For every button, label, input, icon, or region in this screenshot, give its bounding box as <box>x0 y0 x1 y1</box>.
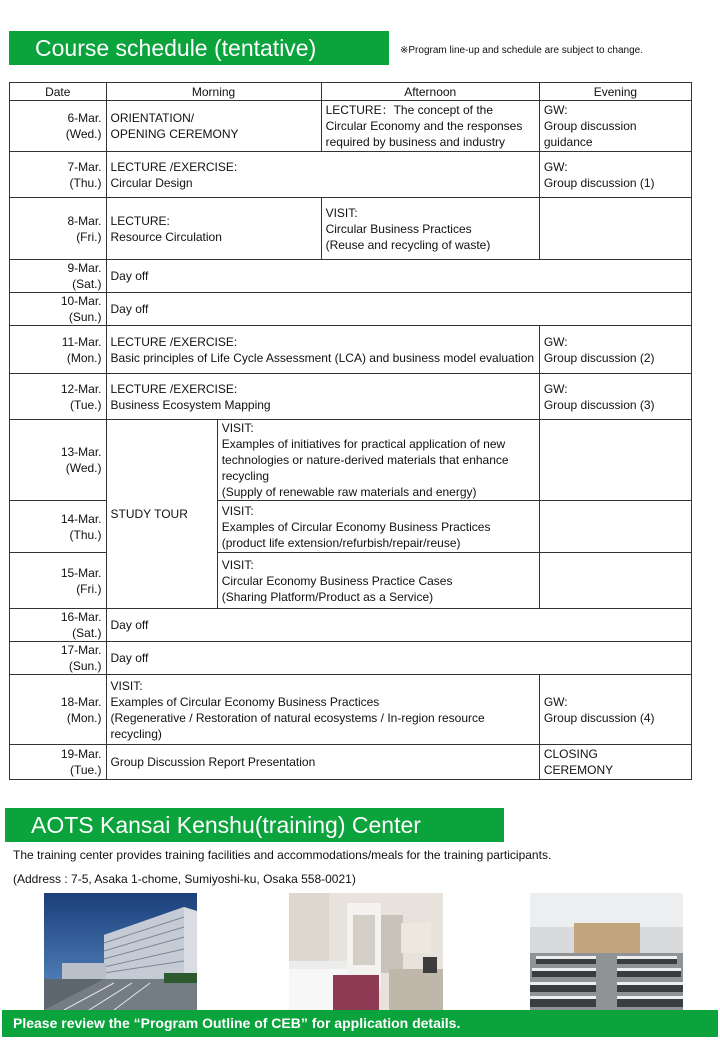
table-header-row <box>10 83 692 101</box>
room-photo <box>289 893 443 1010</box>
center-address: (Address : 7-5, Asaka 1-chome, Sumiyoshi-ku, Osaka 558-0021) <box>13 872 356 886</box>
row-date: 18-Mar. (Mon.) <box>10 675 107 745</box>
row-activity: LECTURE /EXERCISE: Circular Design <box>106 152 539 198</box>
building-photo <box>44 893 197 1010</box>
row-evening <box>539 553 691 609</box>
center-banner <box>5 808 504 842</box>
schedule-note: ※Program line-up and schedule are subject to change. <box>400 45 643 56</box>
row-activity: Group Discussion Report Presentation <box>106 745 539 780</box>
row-evening <box>539 198 691 260</box>
row-date: 9-Mar. (Sat.) <box>10 260 107 293</box>
table-row <box>10 260 692 293</box>
row-date: 8-Mar. (Fri.) <box>10 198 107 260</box>
table-row <box>10 326 692 374</box>
row-activity: Day off <box>106 293 691 326</box>
row-evening: GW: Group discussion guidance <box>539 101 691 152</box>
row-activity: LECTURE /EXERCISE: Business Ecosystem Mapping <box>106 374 539 420</box>
lecture-hall-photo <box>530 893 683 1010</box>
table-row <box>10 152 692 198</box>
row-evening: GW: Group discussion (2) <box>539 326 691 374</box>
row-date: 17-Mar. (Sun.) <box>10 642 107 675</box>
table-row <box>10 420 692 501</box>
row-date: 19-Mar. (Tue.) <box>10 745 107 780</box>
row-visit: VISIT: Examples of Circular Economy Business Practices (product life extension/refurbish/repair/reuse) <box>217 501 539 553</box>
row-date: 6-Mar. (Wed.) <box>10 101 107 152</box>
table-row <box>10 293 692 326</box>
header-afternoon: Afternoon <box>321 83 539 101</box>
row-activity: VISIT: Examples of Circular Economy Business Practices (Regenerative / Restoration of natural ecosystems / In-region resource recycling) <box>106 675 539 745</box>
header-date: Date <box>10 83 107 101</box>
row-activity: Day off <box>106 609 691 642</box>
row-visit: VISIT: Circular Economy Business Practice Cases (Sharing Platform/Product as a Service) <box>217 553 539 609</box>
header-evening: Evening <box>539 83 691 101</box>
schedule-title: Course schedule (tentative) <box>35 35 317 61</box>
row-evening: GW: Group discussion (1) <box>539 152 691 198</box>
footer-text: Please review the “Program Outline of CEB” for application details. <box>13 1015 461 1031</box>
table-row <box>10 101 692 152</box>
row-visit: VISIT: Examples of initiatives for practical application of new technologies or nature-derived materials that enhance recycling (Supply of renewable raw materials and energy) <box>217 420 539 501</box>
center-description: The training center provides training facilities and accommodations/meals for the training participants. <box>13 848 552 862</box>
row-morning: LECTURE: Resource Circulation <box>106 198 321 260</box>
row-activity: Day off <box>106 642 691 675</box>
footer-banner <box>2 1010 718 1037</box>
header-morning: Morning <box>106 83 321 101</box>
schedule-banner <box>9 31 389 65</box>
row-evening: GW: Group discussion (3) <box>539 374 691 420</box>
row-evening <box>539 501 691 553</box>
row-afternoon: VISIT: Circular Business Practices (Reuse and recycling of waste) <box>321 198 539 260</box>
table-row <box>10 374 692 420</box>
row-activity: Day off <box>106 260 691 293</box>
row-date: 14-Mar. (Thu.) <box>10 501 107 553</box>
row-date: 16-Mar. (Sat.) <box>10 609 107 642</box>
schedule-table <box>9 82 692 780</box>
row-date: 10-Mar. (Sun.) <box>10 293 107 326</box>
row-evening: GW: Group discussion (4) <box>539 675 691 745</box>
table-row <box>10 609 692 642</box>
row-evening <box>539 420 691 501</box>
row-date: 13-Mar. (Wed.) <box>10 420 107 501</box>
table-row <box>10 745 692 780</box>
row-date: 7-Mar. (Thu.) <box>10 152 107 198</box>
row-date: 11-Mar. (Mon.) <box>10 326 107 374</box>
row-morning: ORIENTATION/ OPENING CEREMONY <box>106 101 321 152</box>
row-date: 15-Mar. (Fri.) <box>10 553 107 609</box>
table-row <box>10 675 692 745</box>
table-row <box>10 642 692 675</box>
center-title: AOTS Kansai Kenshu(training) Center <box>31 812 421 838</box>
study-tour-cell: STUDY TOUR <box>106 420 217 609</box>
row-afternoon: LECTURE：The concept of the Circular Economy and the responses required by business and industry <box>321 101 539 152</box>
row-activity: LECTURE /EXERCISE: Basic principles of Life Cycle Assessment (LCA) and business model evaluation <box>106 326 539 374</box>
table-row <box>10 198 692 260</box>
row-evening: CLOSING CEREMONY <box>539 745 691 780</box>
row-date: 12-Mar. (Tue.) <box>10 374 107 420</box>
